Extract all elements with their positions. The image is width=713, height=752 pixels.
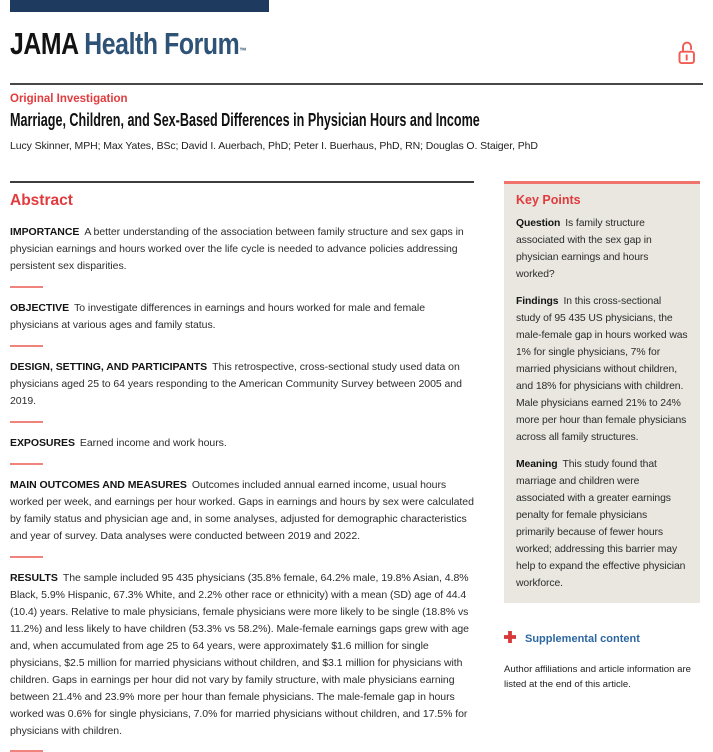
authors-line: Lucy Skinner, MPH; Max Yates, BSc; David I. Auerbach, PhD; Peter I. Buerhaus, PhD, RN; Douglas O. Staiger, PhD xyxy=(10,140,538,152)
article-title: Marriage, Children, and Sex-Based Differences in Physician Hours and Income xyxy=(10,109,480,130)
section-label: RESULTS xyxy=(10,572,58,584)
abstract-section-importance xyxy=(10,224,474,275)
supplemental-content-link[interactable] xyxy=(504,630,700,648)
plus-icon xyxy=(504,630,516,648)
key-point-question xyxy=(516,215,688,283)
jama-health-forum-logo[interactable] xyxy=(10,27,246,68)
key-points-box xyxy=(504,181,700,603)
section-label: EXPOSURES xyxy=(10,437,75,449)
sidebar-column xyxy=(504,181,700,752)
content-area xyxy=(10,181,700,752)
section-text: Outcomes included annual earned income, usual hours worked per week, and earnings per hour worked. Gaps in earnings and hours by sex were calculated by family status and physician age and, in some analyses, adjusted for demographic characteristics and year of survey. Data analyses were conducted between 2019 and 2022. xyxy=(10,479,474,542)
logo-suffix-text: Health Forum xyxy=(84,26,240,61)
abstract-heading: Abstract xyxy=(10,192,73,209)
abstract-section-results xyxy=(10,570,474,740)
section-divider xyxy=(10,463,43,465)
section-text: A better understanding of the association between family structure and sex gaps in physician earnings and hours worked over the life cycle is needed to advance policies addressing persistent sex disparities. xyxy=(10,226,464,272)
trademark-symbol: ™ xyxy=(239,46,247,56)
logo-jama-text: JAMA xyxy=(10,26,79,61)
abstract-section-objective xyxy=(10,300,474,334)
section-label: OBJECTIVE xyxy=(10,302,70,314)
key-point-text: This study found that marriage and children were associated with a greater earnings penalty for female physicians primarily because of fewer hours worked; addressing this barrier may help to expand the effective physician workforce. xyxy=(516,459,686,589)
section-label: IMPORTANCE xyxy=(10,226,80,238)
section-divider xyxy=(10,286,43,288)
section-divider xyxy=(10,421,43,423)
open-access-lock-icon[interactable] xyxy=(676,39,697,72)
header-rule xyxy=(10,83,703,85)
article-type-kicker[interactable]: Original Investigation xyxy=(10,93,128,105)
affiliations-note: Author affiliations and article information are listed at the end of this article. xyxy=(504,664,692,690)
section-text: Earned income and work hours. xyxy=(79,437,227,449)
section-text: To investigate differences in earnings and hours worked for male and female physicians at various ages and family status. xyxy=(10,302,426,331)
abstract-column xyxy=(10,181,474,752)
section-text: This retrospective, cross-sectional study used data on physicians aged 25 to 64 years responding to the American Community Survey between 2005 and 2019. xyxy=(10,361,462,407)
masthead xyxy=(0,27,713,71)
key-point-label: Findings xyxy=(516,296,559,307)
key-point-findings xyxy=(516,293,688,446)
section-divider xyxy=(10,556,43,558)
supplemental-content-label: Supplemental content xyxy=(525,633,640,645)
key-point-label: Meaning xyxy=(516,459,558,470)
abstract-rule xyxy=(10,181,474,183)
abstract-section-exposures xyxy=(10,435,474,452)
key-points-heading: Key Points xyxy=(516,193,581,207)
key-point-meaning xyxy=(516,456,688,592)
section-label: DESIGN, SETTING, AND PARTICIPANTS xyxy=(10,361,208,373)
abstract-section-outcomes xyxy=(10,477,474,545)
key-point-label: Question xyxy=(516,218,561,229)
key-point-text: Is family structure associated with the sex gap in physician earnings and hours worked? xyxy=(516,218,652,280)
brand-bar xyxy=(10,0,269,12)
section-label: MAIN OUTCOMES AND MEASURES xyxy=(10,479,187,491)
section-text: The sample included 95 435 physicians (35.8% female, 64.2% male, 19.8% Asian, 4.8% Black, 5.9% Hispanic, 67.3% White, and 2.2% other race or ethnicity) with a mean (SD) age of 44.4 (10.4) years. Relative to male physicians, female physicians were more likely to be single (18.8% vs 11.2%) and less likely to have children (53.3% vs 58.2%). Male-female earnings gaps grew with age and, when accumulated from age 25 to 64 years, were approximately $1.6 million for single physicians, $2.5 million for married physicians without children, and $3.1 million for physicians with children. Gaps in earnings per hour did not vary by family structure, with male physicians earning between 21.4% and 23.9% more per hour than female physicians. The male-female gap in hours worked was 0.6% for single physicians, 7.0% for married physicians without children, and 17.5% for physicians with children. xyxy=(10,572,469,737)
section-divider xyxy=(10,345,43,347)
abstract-section-design xyxy=(10,359,474,410)
key-point-text: In this cross-sectional study of 95 435 US physicians, the male-female gap in hours worked was 1% for single physicians, 7% for married physicians without children, and 18% for physicians with children. Male physicians earned 21% to 24% more per hour than female physicians across all family structures. xyxy=(516,296,688,443)
